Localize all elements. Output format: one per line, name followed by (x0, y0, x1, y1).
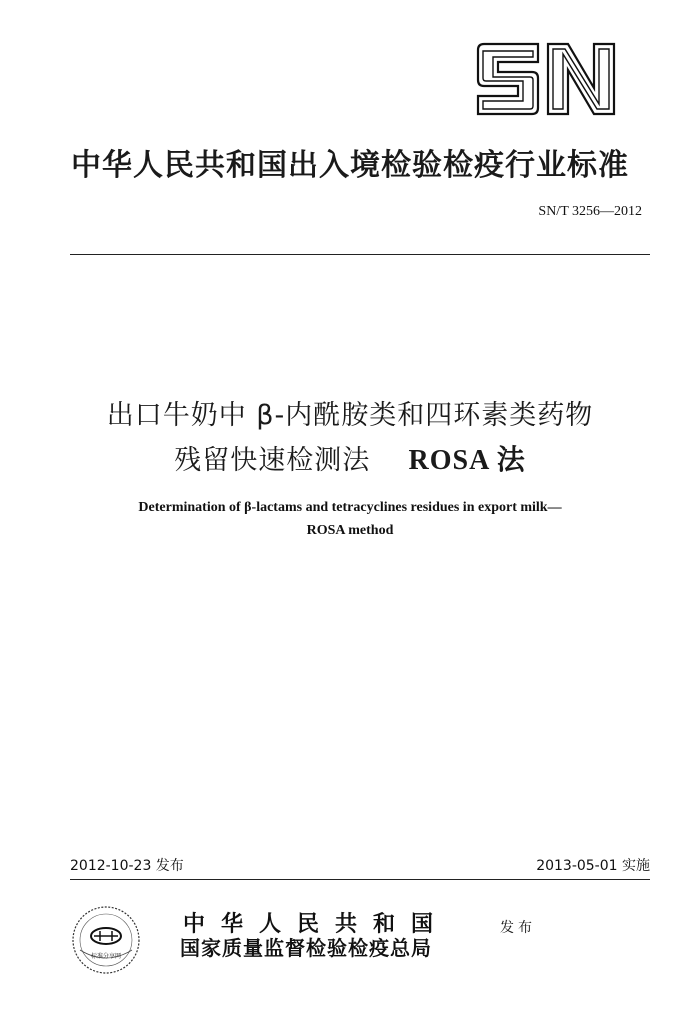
publish-label: 发布 (500, 920, 536, 936)
issue-date: 2012-10-23 发布 (70, 858, 184, 874)
implementation-date: 2013-05-01 实施 (536, 858, 650, 874)
issuing-body-title: 中华人民共和国出入境检验检疫行业标准 (71, 148, 629, 183)
sn-logo-icon (474, 42, 616, 116)
seal-text: 标准分享网 (90, 953, 122, 960)
title-chinese-line-2 (0, 438, 700, 478)
publisher-line-1: 中华人民共和国 (183, 911, 450, 937)
title-english-line-2: ROSA method (306, 523, 394, 538)
divider-top (70, 254, 650, 255)
divider-bottom (70, 879, 650, 880)
stamp-seal-icon (66, 900, 146, 980)
title-english-line-1: Determination of β-lactams and tetracyclines residues in export milk— (138, 500, 562, 515)
publisher-line-2: 国家质量监督检验检疫总局 (180, 936, 432, 960)
title-chinese-line-2-suffix: ROSA 法 (408, 445, 526, 476)
title-chinese-line-2-prefix: 残留快速检测法 (174, 445, 371, 476)
title-chinese-line-1: 出口牛奶中 β-内酰胺类和四环素类药物 (106, 400, 594, 431)
standard-number: SN/T 3256—2012 (538, 204, 642, 219)
